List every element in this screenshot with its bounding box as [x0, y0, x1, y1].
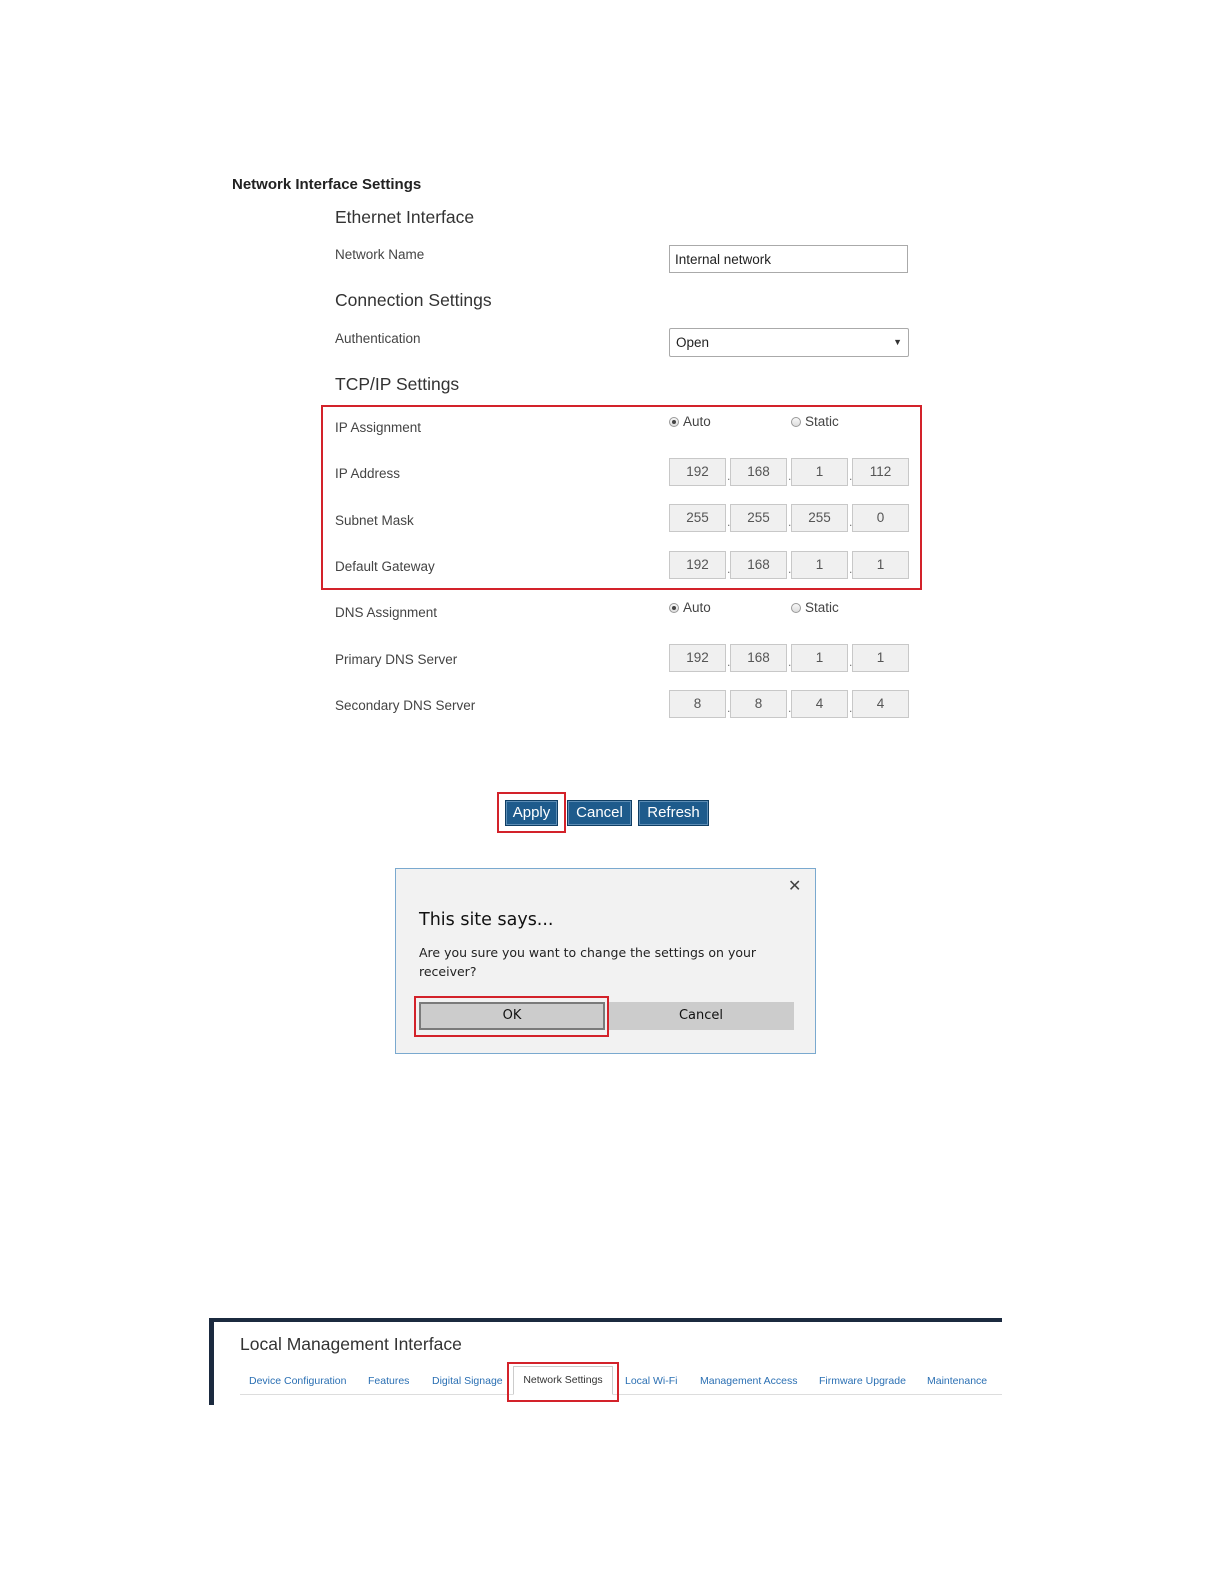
network-name-label: Network Name — [335, 247, 425, 262]
dns-assignment-static-label: Static — [805, 600, 839, 615]
secondary-dns-octet-2[interactable]: 8 — [730, 690, 787, 718]
octet-separator: . — [727, 469, 731, 483]
dialog-message: Are you sure you want to change the settings on your receiver? — [419, 945, 757, 979]
subnet-mask-octet-3[interactable]: 255 — [791, 504, 848, 532]
dns-assignment-auto-radio[interactable] — [669, 600, 711, 615]
dns-assignment-label: DNS Assignment — [335, 605, 438, 620]
ip-assignment-label: IP Assignment — [335, 420, 422, 435]
radio-selected-icon — [669, 417, 679, 427]
default-gateway-label: Default Gateway — [335, 559, 435, 574]
ip-address-octet-2[interactable]: 168 — [730, 458, 787, 486]
dialog-cancel-button[interactable]: Cancel — [608, 1002, 794, 1030]
tab-local-wifi[interactable]: Local Wi-Fi — [625, 1375, 678, 1387]
default-gateway-octet-4[interactable]: 1 — [852, 551, 909, 579]
secondary-dns-octet-4[interactable]: 4 — [852, 690, 909, 718]
dns-assignment-static-radio[interactable] — [791, 600, 839, 615]
octet-separator: . — [727, 562, 731, 576]
octet-separator: . — [849, 562, 853, 576]
default-gateway-octet-3[interactable]: 1 — [791, 551, 848, 579]
primary-dns-octet-1[interactable]: 192 — [669, 644, 726, 672]
close-icon[interactable]: ✕ — [788, 878, 802, 895]
octet-separator: . — [788, 515, 792, 529]
ip-assignment-static-radio[interactable] — [791, 414, 839, 429]
subnet-mask-octet-4[interactable]: 0 — [852, 504, 909, 532]
octet-separator: . — [727, 655, 731, 669]
tab-management-access[interactable]: Management Access — [700, 1375, 798, 1387]
primary-dns-octet-4[interactable]: 1 — [852, 644, 909, 672]
ip-address-octet-1[interactable]: 192 — [669, 458, 726, 486]
ip-address-octet-3[interactable]: 1 — [791, 458, 848, 486]
subnet-mask-octet-1[interactable]: 255 — [669, 504, 726, 532]
network-settings-highlight — [507, 1362, 619, 1402]
octet-separator: . — [849, 515, 853, 529]
tab-features[interactable]: Features — [368, 1375, 410, 1387]
octet-separator: . — [727, 515, 731, 529]
ip-address-label: IP Address — [335, 466, 401, 481]
octet-separator: . — [849, 469, 853, 483]
chevron-down-icon: ▼ — [893, 337, 902, 347]
secondary-dns-octet-1[interactable]: 8 — [669, 690, 726, 718]
subnet-mask-label: Subnet Mask — [335, 513, 414, 528]
subnet-mask-octet-2[interactable]: 255 — [730, 504, 787, 532]
dialog-ok-button[interactable]: OK — [419, 1002, 605, 1030]
tab-network-settings[interactable]: Network Settings — [513, 1366, 613, 1395]
octet-separator: . — [849, 655, 853, 669]
octet-separator: . — [727, 701, 731, 715]
network-name-input[interactable] — [669, 245, 908, 273]
tab-maintenance[interactable]: Maintenance — [927, 1375, 988, 1387]
lmi-title: Local Management Interface — [240, 1334, 462, 1354]
octet-separator: . — [788, 562, 792, 576]
cancel-button[interactable]: Cancel — [567, 800, 632, 826]
octet-separator: . — [849, 701, 853, 715]
authentication-select[interactable] — [669, 328, 909, 357]
authentication-select-value: Open — [676, 335, 710, 350]
lmi-frame-top — [209, 1318, 1002, 1322]
connection-settings-heading: Connection Settings — [335, 290, 492, 310]
octet-separator: . — [788, 701, 792, 715]
nav-divider — [240, 1394, 1002, 1395]
ip-assignment-static-label: Static — [805, 414, 839, 429]
secondary-dns-label: Secondary DNS Server — [335, 698, 476, 713]
refresh-button[interactable]: Refresh — [638, 800, 709, 826]
primary-dns-octet-3[interactable]: 1 — [791, 644, 848, 672]
ethernet-interface-heading: Ethernet Interface — [335, 207, 475, 227]
tab-digital-signage[interactable]: Digital Signage — [432, 1375, 503, 1387]
radio-selected-icon — [669, 603, 679, 613]
ip-address-octet-4[interactable]: 112 — [852, 458, 909, 486]
page-title: Network Interface Settings — [232, 176, 422, 193]
octet-separator: . — [788, 469, 792, 483]
ok-highlight — [414, 996, 609, 1037]
radio-unselected-icon — [791, 417, 801, 427]
primary-dns-octet-2[interactable]: 168 — [730, 644, 787, 672]
radio-unselected-icon — [791, 603, 801, 613]
octet-separator: . — [788, 655, 792, 669]
tab-firmware-upgrade[interactable]: Firmware Upgrade — [819, 1375, 906, 1387]
ip-assignment-auto-label: Auto — [683, 414, 711, 429]
primary-dns-label: Primary DNS Server — [335, 652, 458, 667]
dialog-title: This site says... — [419, 910, 554, 930]
tab-device-configuration[interactable]: Device Configuration — [249, 1375, 347, 1387]
lmi-frame-left — [209, 1318, 214, 1405]
tcpip-settings-heading: TCP/IP Settings — [335, 374, 460, 394]
authentication-label: Authentication — [335, 331, 421, 346]
default-gateway-octet-2[interactable]: 168 — [730, 551, 787, 579]
default-gateway-octet-1[interactable]: 192 — [669, 551, 726, 579]
secondary-dns-octet-3[interactable]: 4 — [791, 690, 848, 718]
dns-assignment-auto-label: Auto — [683, 600, 711, 615]
ip-assignment-auto-radio[interactable] — [669, 414, 711, 429]
apply-button[interactable]: Apply — [505, 800, 558, 826]
